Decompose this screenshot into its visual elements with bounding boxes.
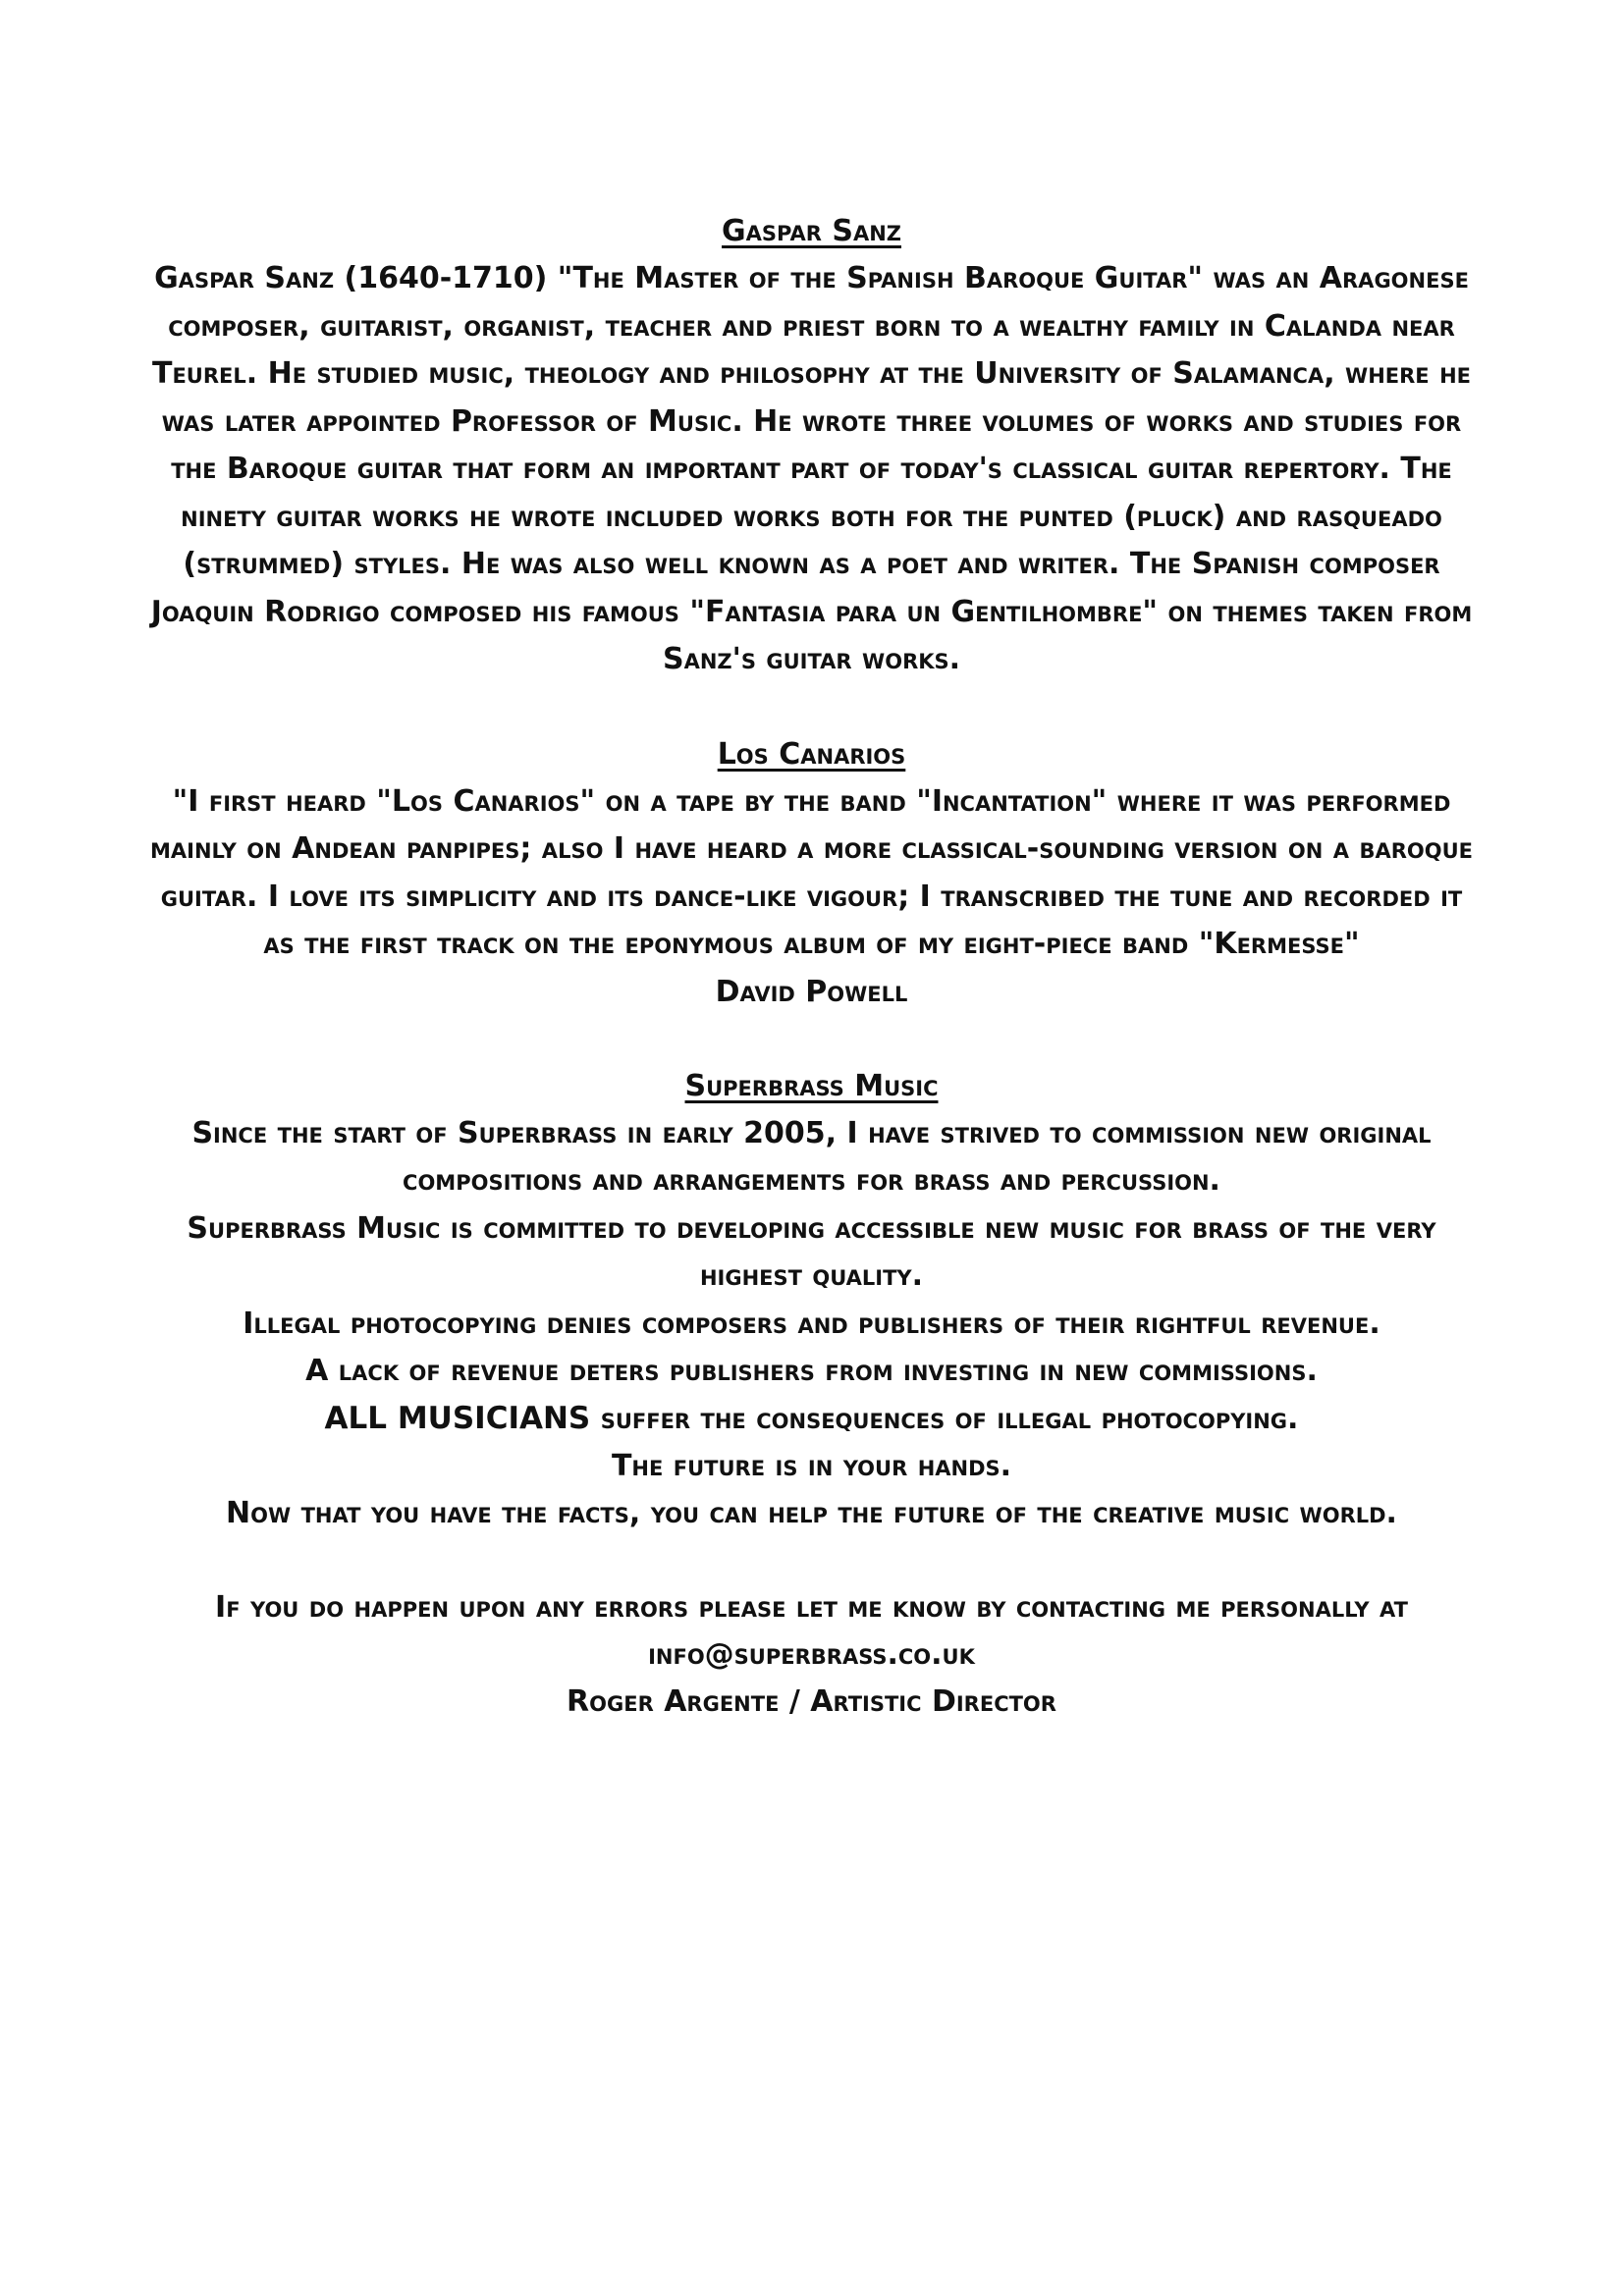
- superbrass-line-3-rest: suffer the consequences of illegal photocopying.: [590, 1401, 1299, 1436]
- document-content: [147, 208, 1476, 1726]
- los-canarios-heading: Los Canarios: [717, 736, 906, 772]
- contact-text: If you do happen upon any errors please let me know by contacting me personally at: [215, 1589, 1408, 1625]
- spacer: [147, 1537, 1476, 1584]
- gaspar-sanz-body: Gaspar Sanz (1640-1710) "The Master of the Spanish Baroque Guitar" was an Aragonese composer, guitarist, organist, teacher and priest born to a wealthy family in Calanda near Teurel. He studied music, theology and philosophy at the University of Salamanca, where he was later appointed Professor of Music. He wrote three volumes of works and studies for the Baroque guitar that form an important part of today's classical guitar repertory. The ninety guitar works he wrote included works both for the punted (pluck) and rasqueado (strummed) styles. He was also well known as a poet and writer. The Spanish composer Joaquin Rodrigo composed his famous "Fantasia para un Gentilhombre" on themes taken from Sanz's guitar works.: [150, 261, 1473, 676]
- superbrass-line-3: [147, 1395, 1476, 1443]
- superbrass-paragraph-2: Superbrass Music is committed to developing accessible new music for brass of the very highest quality.: [187, 1210, 1436, 1293]
- superbrass-heading: Superbrass Music: [684, 1068, 939, 1103]
- gaspar-sanz-heading: Gaspar Sanz: [722, 214, 901, 248]
- superbrass-paragraph-1: Since the start of Superbrass in early 2005, I have strived to commission new original compositions and arrangements for brass and percussion.: [191, 1115, 1432, 1198]
- superbrass-line-1: Illegal photocopying denies composers and publishers of their rightful revenue.: [243, 1306, 1380, 1341]
- superbrass-line-4: The future is in your hands.: [611, 1448, 1012, 1483]
- signature: Roger Argente / Artistic Director: [567, 1683, 1056, 1719]
- spacer: [147, 1016, 1476, 1063]
- superbrass-line-2: A lack of revenue deters publishers from investing in new commissions.: [305, 1353, 1318, 1388]
- los-canarios-section: [147, 731, 1476, 1016]
- los-canarios-body: "I first heard "Los Canarios" on a tape by the band "Incantation" where it was performed mainly on Andean panpipes; also I have heard a more classical-sounding version on a baroque guitar. I love its simplicity and its dance-like vigour; I transcribed the tune and recorded it as the first track on the eponymous album of my eight-piece band "Kermesse": [150, 783, 1473, 961]
- superbrass-line-5: Now that you have the facts, you can help the future of the creative music world.: [226, 1495, 1397, 1530]
- contact-email: info@superbrass.co.uk: [648, 1636, 975, 1672]
- spacer: [147, 684, 1476, 731]
- gaspar-sanz-section: [147, 208, 1476, 684]
- los-canarios-author: David Powell: [715, 974, 908, 1009]
- all-musicians-emphasis: ALL MUSICIANS: [324, 1400, 591, 1436]
- contact-section: [147, 1584, 1476, 1726]
- superbrass-section: [147, 1063, 1476, 1537]
